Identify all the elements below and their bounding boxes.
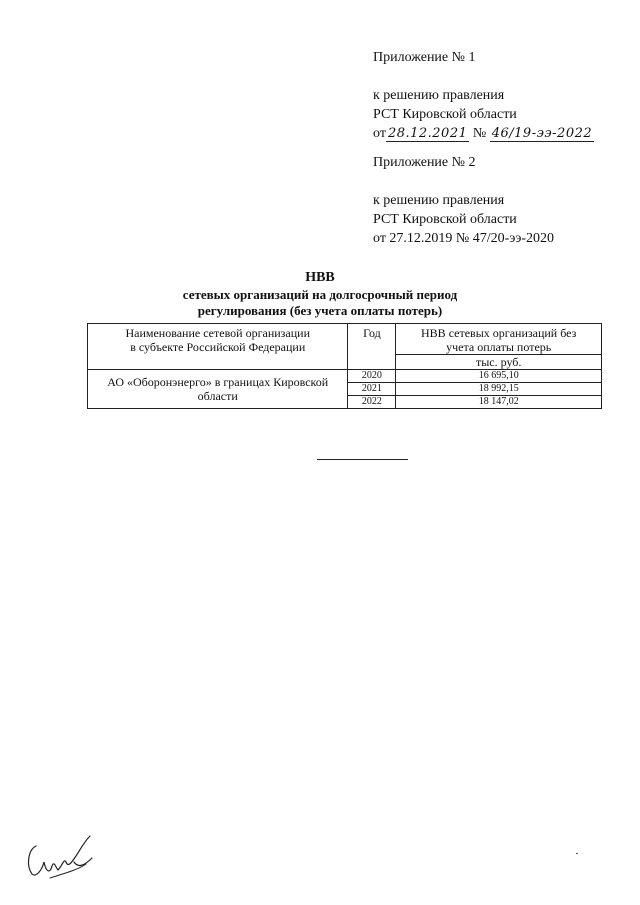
value-cell: 18 992,15: [396, 383, 602, 396]
header-year-label: Год: [363, 326, 381, 340]
unit-label: тыс. руб.: [475, 355, 522, 369]
appendix-2-decision-line: к решению правления: [373, 193, 505, 208]
heading-line-1: НВВ: [305, 270, 335, 285]
appendix-2-date-line: от 27.12.2019 № 47/20-ээ-2020: [373, 231, 555, 246]
end-separator-line: [317, 459, 408, 460]
handwritten-number: 46/19-ээ-2022: [491, 126, 593, 141]
appendix-2: [373, 153, 554, 248]
table-row: [88, 370, 602, 383]
heading-line-2: сетевых организаций на долгосрочный период: [182, 287, 458, 302]
header-year: [348, 324, 396, 370]
date-prefix: от: [373, 126, 386, 141]
appendix-1-decision-line: к решению правления: [373, 88, 505, 103]
handwritten-date: 28.12.2021: [387, 126, 468, 141]
organization-name-line-1: АО «Оборонэнерго» в границах Кировской: [107, 375, 329, 389]
header-organization-line-2: в субъекте Российской Федерации: [130, 340, 306, 354]
appendix-1-date-line: [373, 124, 594, 143]
scan-speck: [576, 853, 578, 854]
appendix-2-title: Приложение № 2: [373, 155, 476, 170]
header-organization: [88, 324, 348, 370]
year-cell: 2021: [348, 383, 396, 396]
organization-cell: [88, 370, 348, 409]
value-cell: 16 695,10: [396, 370, 602, 383]
appendix-1-authority-line: РСТ Кировской области: [373, 107, 517, 122]
header-nvv: [396, 324, 602, 355]
header-unit: [396, 355, 602, 370]
header-nvv-line-2: учета оплаты потерь: [446, 340, 552, 354]
header-nvv-line-1: НВВ сетевых организаций без: [421, 326, 577, 340]
appendix-2-authority-line: РСТ Кировской области: [373, 212, 517, 227]
nvv-table: [87, 323, 602, 409]
appendix-1: [373, 48, 594, 143]
year-cell: 2022: [348, 396, 396, 409]
organization-name-line-2: области: [197, 389, 238, 403]
appendix-1-title: Приложение № 1: [373, 50, 476, 65]
handwritten-signature: [22, 832, 102, 882]
value-cell: 18 147,02: [396, 396, 602, 409]
heading-line-3: регулирования (без учета оплаты потерь): [197, 303, 443, 318]
year-cell: 2020: [348, 370, 396, 383]
header-organization-line-1: Наименование сетевой организации: [125, 326, 311, 340]
number-prefix: №: [472, 126, 487, 141]
